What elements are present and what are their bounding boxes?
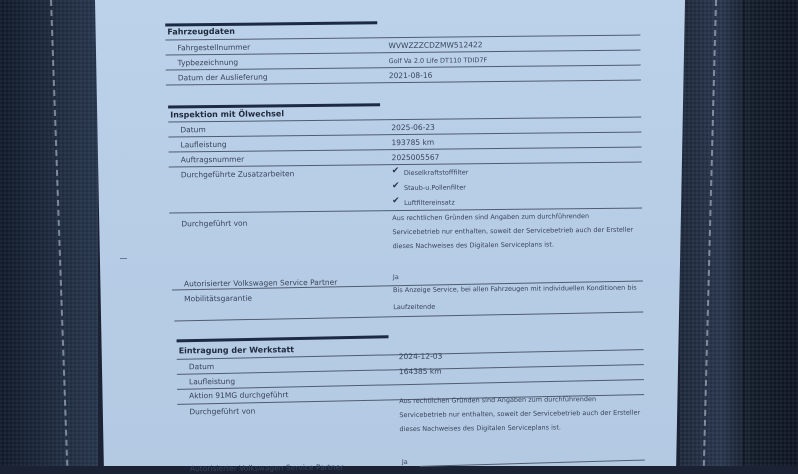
label-action-91mg: Aktion 91MG durchgeführt xyxy=(189,390,289,401)
section-title-inspection: Inspektion mit Ölwechsel xyxy=(170,109,285,120)
label-workshop-authorized-partner: Autorisierter Volkswagen Service Partner xyxy=(189,462,344,474)
checkmark-icon: ✔ xyxy=(392,196,400,207)
car-seat-left xyxy=(0,0,98,466)
digital-service-plan xyxy=(165,0,650,474)
label-order-number: Auftragsnummer xyxy=(180,154,245,165)
section-bar xyxy=(165,21,377,26)
label-authorized-partner: Autorisierter Volkswagen Service Partner xyxy=(183,277,338,289)
extra-work-item: Luftfiltereinsatz xyxy=(404,198,455,208)
value-workshop-authorized-partner: Ja xyxy=(401,457,408,467)
label-inspection-date: Datum xyxy=(180,125,206,135)
workshop-performed-by-line: Servicebetrieb nur enthalten, soweit der Servicebetrieb auch der Ersteller xyxy=(399,408,641,420)
section-title-vehicle: Fahrzeugdaten xyxy=(167,26,235,37)
value-workshop-mileage: 164385 km xyxy=(398,366,442,377)
workshop-performed-by-line: dieses Nachweises des Digitalen Serviceplans ist. xyxy=(399,423,561,434)
divider xyxy=(177,376,644,390)
section-bar xyxy=(168,103,380,108)
label-mobility-guarantee: Mobilitätsgarantie xyxy=(184,293,253,304)
value-authorized-partner: Ja xyxy=(392,273,399,282)
value-delivery-date: 2021-08-16 xyxy=(388,70,433,81)
mobility-line: Laufzeitende xyxy=(393,302,436,312)
label-type: Typbezeichnung xyxy=(177,57,239,68)
value-inspection-date: 2025-06-23 xyxy=(391,122,435,133)
divider xyxy=(174,311,643,321)
extra-work-item: Dieselkraftstofffilter xyxy=(403,168,469,178)
seat-seam xyxy=(743,0,745,466)
margin-mark xyxy=(120,258,127,259)
label-delivery-date: Datum der Auslieferung xyxy=(177,72,268,83)
workshop-performed-by-line: Aus rechtlichen Gründen sind Angaben zum durchführenden xyxy=(399,395,597,406)
value-type: Golf Va 2.0 Life DT110 TDID7F xyxy=(388,56,488,66)
section-title-workshop: Eintragung der Werkstatt xyxy=(178,345,295,356)
label-mileage: Laufleistung xyxy=(180,139,227,150)
performed-by-line: dieses Nachweises des Digitalen Serviceplans ist. xyxy=(392,240,555,251)
value-workshop-date: 2024-12-03 xyxy=(398,351,443,362)
divider xyxy=(169,147,642,153)
value-order-number: 2025005567 xyxy=(391,152,440,163)
label-workshop-performed-by: Durchgeführt von xyxy=(189,406,256,417)
performed-by-line: Aus rechtlichen Gründen sind Angaben zum durchführenden xyxy=(392,212,590,223)
label-workshop-date: Datum xyxy=(188,362,215,372)
label-performed-by: Durchgeführt von xyxy=(181,218,248,229)
performed-by-line: Servicebetrieb nur enthalten, soweit der Servicebetrieb auch der Ersteller xyxy=(392,225,634,237)
label-extra-work: Durchgeführte Zusatzarbeiten xyxy=(180,169,295,180)
section-bar xyxy=(177,335,389,342)
divider xyxy=(168,132,641,138)
value-vin: WVWZZZCDZMW512422 xyxy=(388,40,483,51)
extra-work-item: Staub-u.Pollenfilter xyxy=(403,183,466,193)
checkmark-icon: ✔ xyxy=(391,166,400,177)
value-mileage: 193785 km xyxy=(391,137,435,148)
seat-stitching xyxy=(50,0,68,466)
car-seat-right xyxy=(680,0,798,466)
mobility-line: Bis Anzeige Service, bei allen Fahrzeugen mit individuellen Konditionen bis xyxy=(392,283,637,295)
label-vin: Fahrgestellnummer xyxy=(177,42,251,53)
divider xyxy=(165,35,640,41)
label-workshop-mileage: Laufleistung xyxy=(188,376,236,387)
checkmark-icon: ✔ xyxy=(391,181,400,192)
